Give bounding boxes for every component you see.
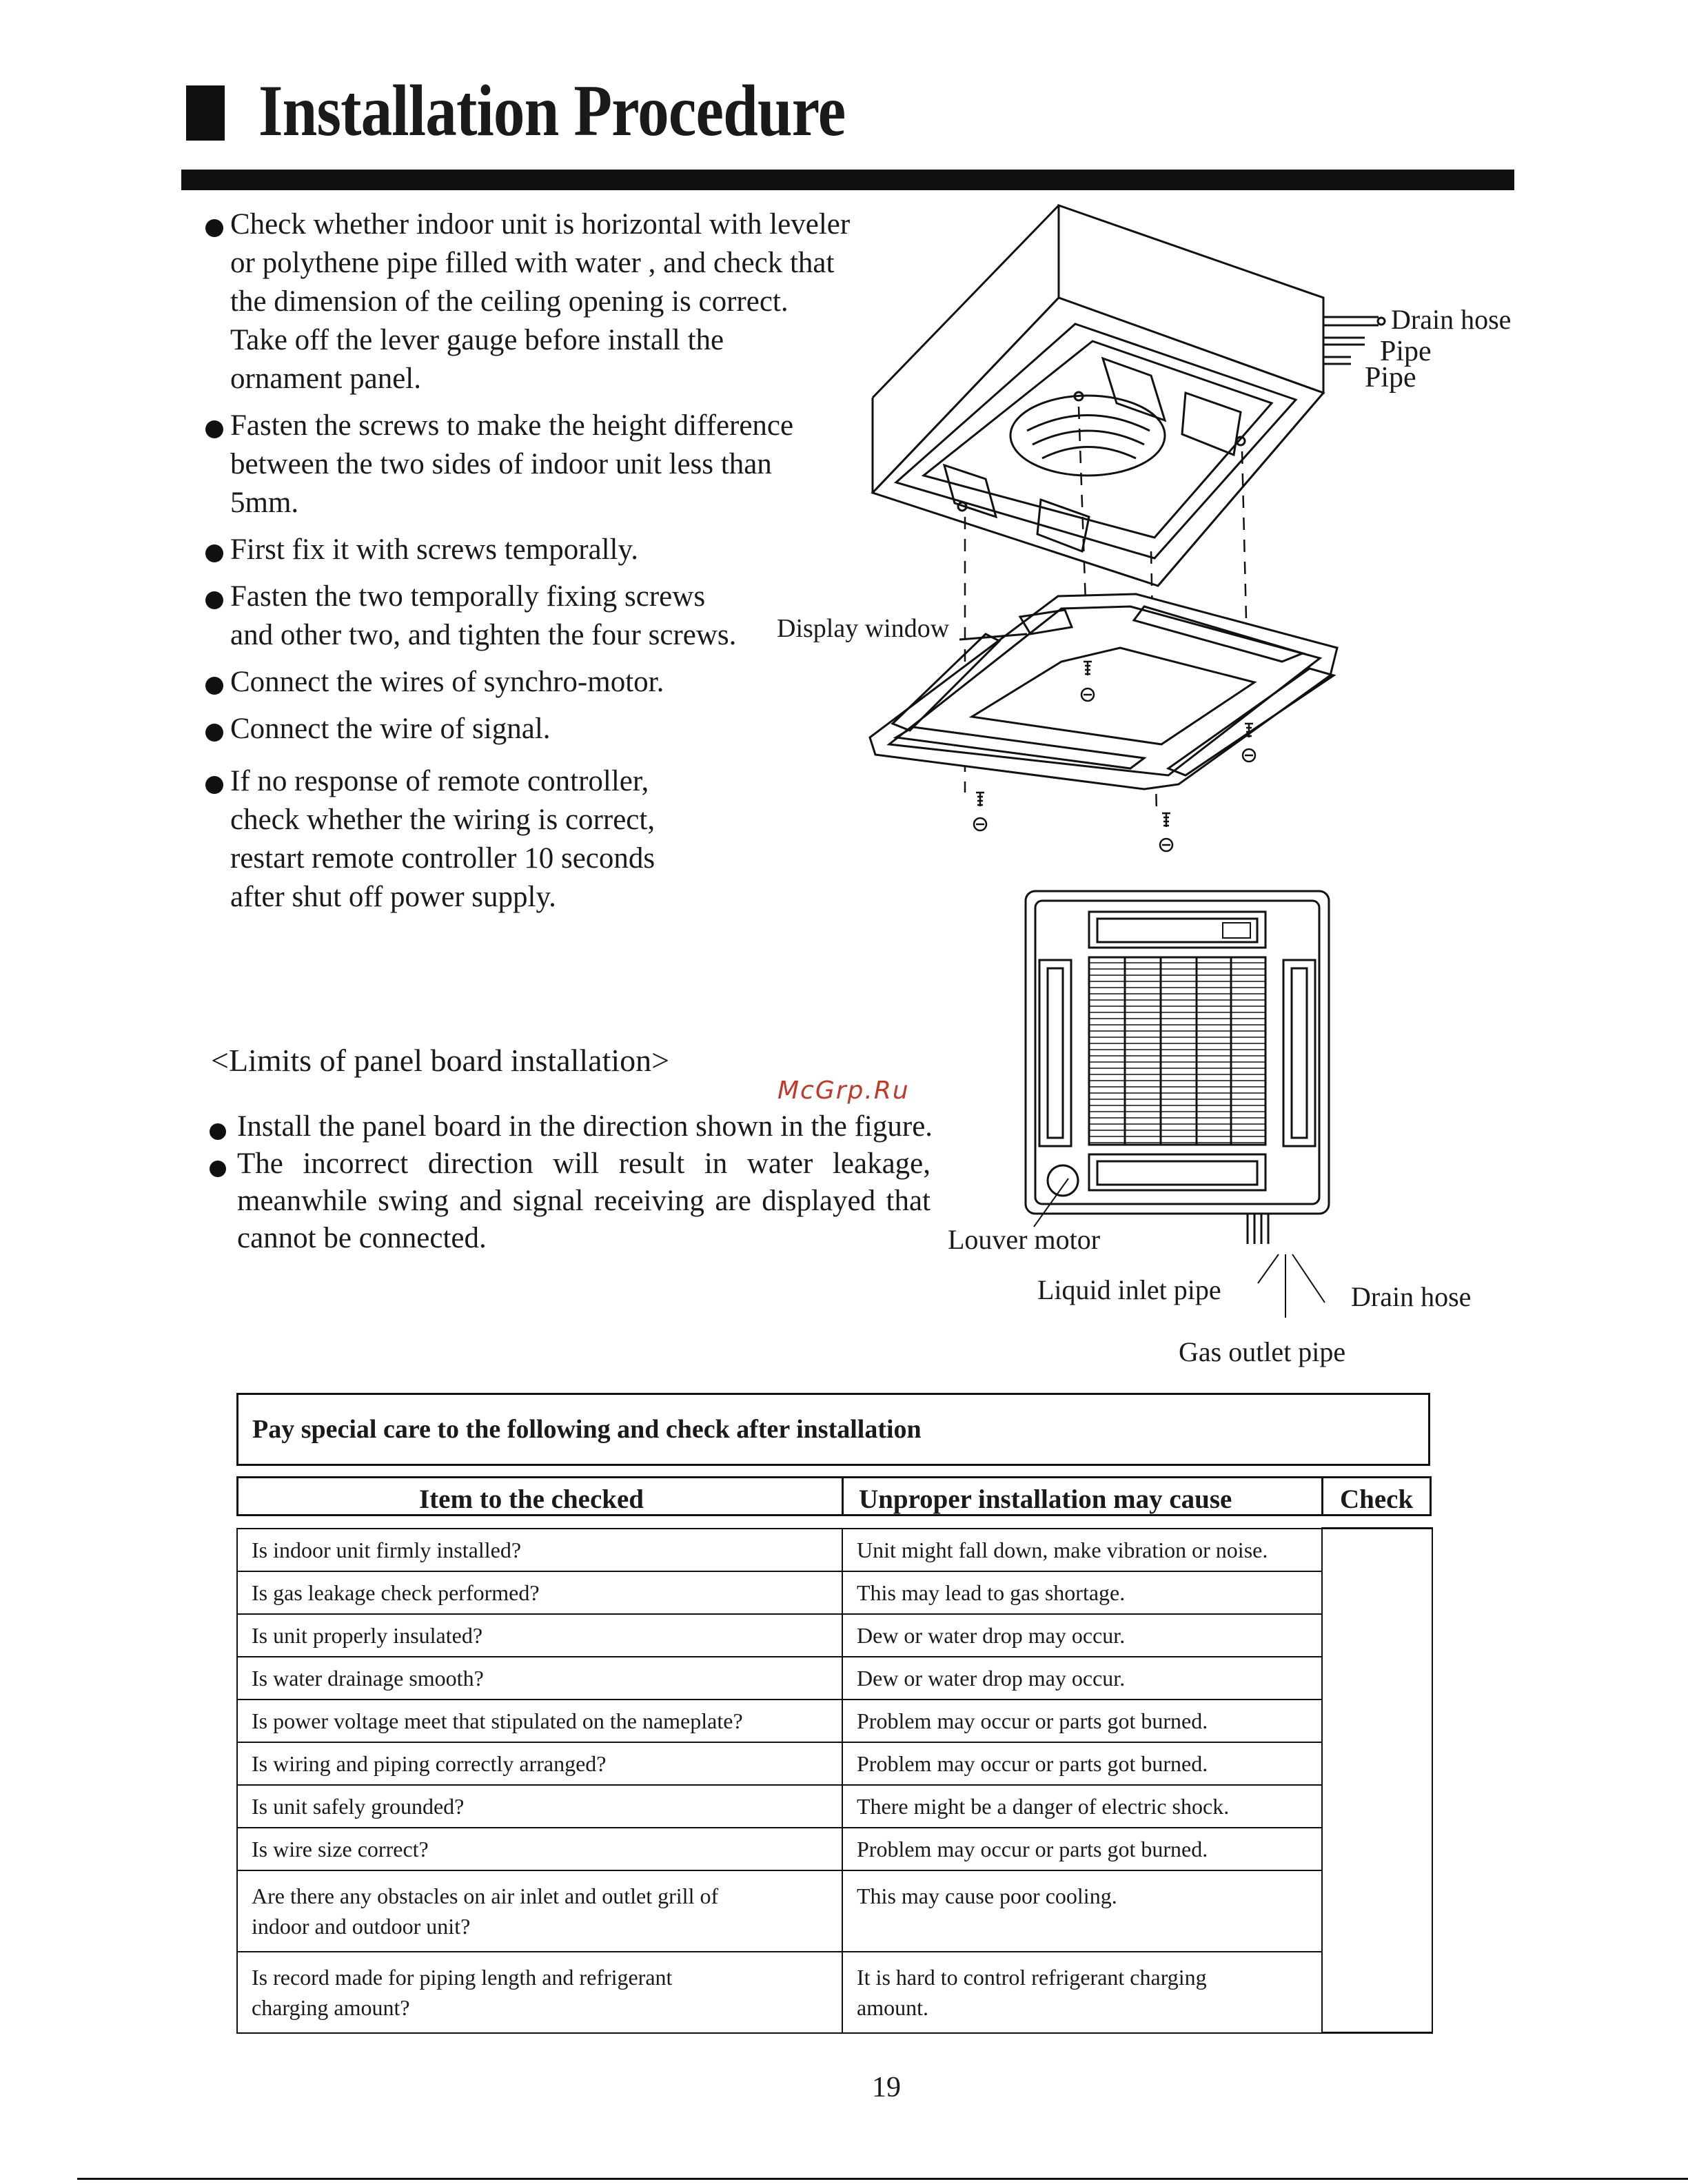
label-drain-hose-bottom: Drain hose: [1351, 1281, 1472, 1312]
text-line: after shut off power supply.: [230, 881, 556, 913]
pipe-leader-lines: [1241, 1227, 1365, 1323]
text-line: Problem may occur or parts got burned.: [857, 1708, 1208, 1733]
text-line: This may lead to gas shortage.: [857, 1580, 1126, 1605]
cell-check[interactable]: [1322, 1529, 1432, 2033]
label-louver-motor: Louver motor: [948, 1224, 1101, 1255]
table-row: [237, 1952, 1432, 2033]
text-line: meanwhile swing and signal receiving are displayed that: [237, 1185, 931, 1217]
title-rule: [181, 170, 1514, 190]
text-line: cannot be connected.: [237, 1222, 487, 1254]
text-line: indoor and outdoor unit?: [252, 1913, 471, 1939]
limits-bullet: [208, 1108, 931, 1145]
table-row: [237, 1529, 1432, 1571]
text-line: Is water drainage smooth?: [252, 1665, 484, 1691]
header-cause: Unproper installation may cause: [859, 1484, 1232, 1514]
table-row: [237, 1828, 1432, 1870]
text-line: ornament panel.: [230, 363, 422, 395]
text-line: Connect the wire of signal.: [230, 713, 551, 745]
cell-item: [237, 1870, 842, 1952]
cell-item: [237, 1571, 842, 1614]
text-line: Install the panel board in the direction shown in the figure.: [237, 1110, 933, 1143]
text-line: amount.: [857, 1994, 928, 2020]
text-line: or polythene pipe filled with water , and check that: [230, 247, 835, 279]
table-row: [237, 1785, 1432, 1828]
text-line: Are there any obstacles on air inlet and outlet grill of: [252, 1883, 719, 1908]
cell-cause: [842, 1870, 1322, 1952]
label-liquid-inlet-pipe: Liquid inlet pipe: [1037, 1274, 1221, 1305]
text-line: Problem may occur or parts got burned.: [857, 1836, 1208, 1861]
table-row: [237, 1700, 1432, 1742]
cell-cause: [842, 1700, 1322, 1742]
text-line: between the two sides of indoor unit less than: [230, 448, 772, 480]
text-line: Dew or water drop may occur.: [857, 1665, 1126, 1691]
limits-title: <Limits of panel board installation>: [211, 1043, 670, 1078]
indoor-unit-exploded-diagram: [758, 193, 1530, 868]
table-row: [237, 1657, 1432, 1700]
text-line: check whether the wiring is correct,: [230, 804, 655, 836]
text-line: Is power voltage meet that stipulated on the nameplate?: [252, 1708, 743, 1733]
cell-item: [237, 1785, 842, 1828]
text-line: and other two, and tighten the four screws.: [230, 619, 737, 651]
text-line: Is record made for piping length and refrigerant: [252, 1964, 673, 1990]
cell-item: [237, 1529, 842, 1571]
label-pipe-2: Pipe: [1365, 362, 1416, 394]
header-item: Item to the checked: [419, 1484, 644, 1514]
cell-cause: [842, 1952, 1322, 2033]
cell-item: [237, 1742, 842, 1785]
page-number: 19: [872, 2072, 901, 2103]
text-line: Take off the lever gauge before install the: [230, 324, 724, 356]
text-line: The incorrect direction will result in water leakage,: [237, 1147, 931, 1180]
text-line: Dew or water drop may occur.: [857, 1622, 1126, 1648]
table-row: [237, 1870, 1432, 1952]
label-pipe-1: Pipe: [1380, 336, 1432, 367]
cell-cause: [842, 1571, 1322, 1614]
text-line: Fasten the two temporally fixing screws: [230, 580, 706, 613]
page-bottom-rule: [77, 2178, 1688, 2180]
table-row: [237, 1614, 1432, 1657]
text-line: Is wiring and piping correctly arranged?: [252, 1751, 607, 1776]
text-line: Is unit properly insulated?: [252, 1622, 483, 1648]
text-line: Is gas leakage check performed?: [252, 1580, 540, 1605]
text-line: charging amount?: [252, 1994, 410, 2020]
text-line: restart remote controller 10 seconds: [230, 842, 655, 875]
text-line: Fasten the screws to make the height difference: [230, 409, 794, 442]
limits-bullet: [208, 1145, 931, 1257]
checklist-header: [236, 1476, 1432, 1516]
cell-cause: [842, 1742, 1322, 1785]
cell-item: [237, 1952, 842, 2033]
text-line: Check whether indoor unit is horizontal with leveler: [230, 208, 851, 241]
header-check: Check: [1340, 1484, 1414, 1514]
text-line: First fix it with screws temporally.: [230, 533, 638, 566]
watermark: McGrp.Ru: [777, 1076, 910, 1105]
text-line: Is indoor unit firmly installed?: [252, 1537, 522, 1562]
text-line: 5mm.: [230, 487, 299, 519]
checklist-title-box: [236, 1393, 1430, 1466]
text-line: the dimension of the ceiling opening is correct.: [230, 285, 789, 318]
text-line: There might be a danger of electric shock.: [857, 1793, 1230, 1819]
checklist-title: Pay special care to the following and check after installation: [252, 1415, 922, 1444]
cell-cause: [842, 1657, 1322, 1700]
text-line: Is wire size correct?: [252, 1836, 429, 1861]
text-line: If no response of remote controller,: [230, 765, 649, 797]
cell-item: [237, 1828, 842, 1870]
checklist-table: [236, 1527, 1433, 2034]
text-line: Connect the wires of synchro-motor.: [230, 666, 664, 698]
label-display-window: Display window: [777, 614, 950, 643]
cell-cause: [842, 1614, 1322, 1657]
text-line: This may cause poor cooling.: [857, 1883, 1117, 1908]
label-drain-hose-top: Drain hose: [1391, 304, 1512, 335]
table-row: [237, 1742, 1432, 1785]
cell-cause: [842, 1828, 1322, 1870]
limits-list: [208, 1108, 931, 1257]
text-line: Unit might fall down, make vibration or noise.: [857, 1537, 1268, 1562]
cell-cause: [842, 1529, 1322, 1571]
cell-cause: [842, 1785, 1322, 1828]
cell-item: [237, 1700, 842, 1742]
page-title: Installation Procedure: [258, 70, 846, 151]
title-marker: [186, 85, 225, 141]
text-line: Is unit safely grounded?: [252, 1793, 465, 1819]
table-row: [237, 1571, 1432, 1614]
cell-item: [237, 1657, 842, 1700]
text-line: Problem may occur or parts got burned.: [857, 1751, 1208, 1776]
label-gas-outlet-pipe: Gas outlet pipe: [1179, 1336, 1346, 1367]
cell-item: [237, 1614, 842, 1657]
text-line: It is hard to control refrigerant charging: [857, 1964, 1207, 1990]
